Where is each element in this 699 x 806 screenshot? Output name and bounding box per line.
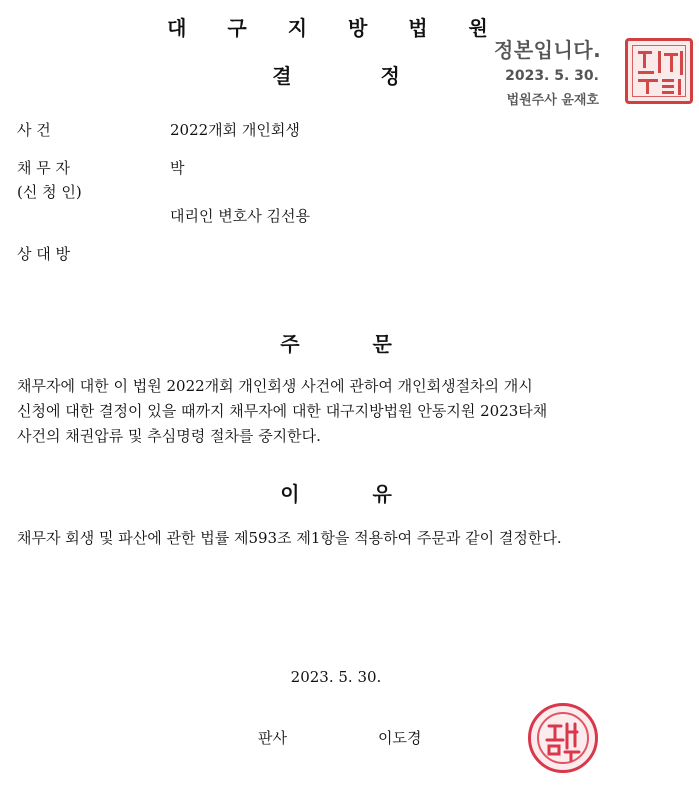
certification-date: 2023. 5. 30. [505,68,599,84]
order-heading: 주 문 [280,332,392,356]
debtor-label: 채 무 자 [17,159,71,177]
decision-date: 2023. 5. 30. [290,668,382,686]
reason-line: 채무자 회생 및 파산에 관한 법률 제593조 제1항을 적용하여 주문과 같이 결정한다. [17,529,562,547]
document-type: 결 정 [272,64,400,88]
certified-copy-stamp: 정본입니다. [494,38,602,62]
reason-heading: 이 유 [280,482,392,506]
order-line: 신청에 대한 결정이 있을 때까지 채무자에 대한 대구지방법원 안동지원 2023타채 [17,402,548,420]
court-name: 대 구 지 방 법 원 [167,16,505,40]
judge-name: 이도경 [378,729,422,747]
certification-clerk: 법원주사 윤재호 [506,93,599,108]
judge-title: 판사 [258,729,287,747]
attorney-name: 대리인 변호사 김선용 [170,207,310,225]
order-line: 사건의 채권압류 및 추심명령 절차를 중지한다. [17,427,321,445]
clerk-seal-icon [625,38,693,104]
order-line: 채무자에 대한 이 법원 2022개회 개인회생 사건에 관하여 개인회생절차의 개시 [17,377,533,395]
case-label: 사 건 [17,121,51,139]
case-number: 2022개회 개인회생 [170,121,300,139]
applicant-label: (신 청 인) [17,183,82,201]
judge-seal-icon [528,703,598,773]
counterparty-label: 상 대 방 [17,245,71,263]
debtor-name: 박 [170,159,185,177]
